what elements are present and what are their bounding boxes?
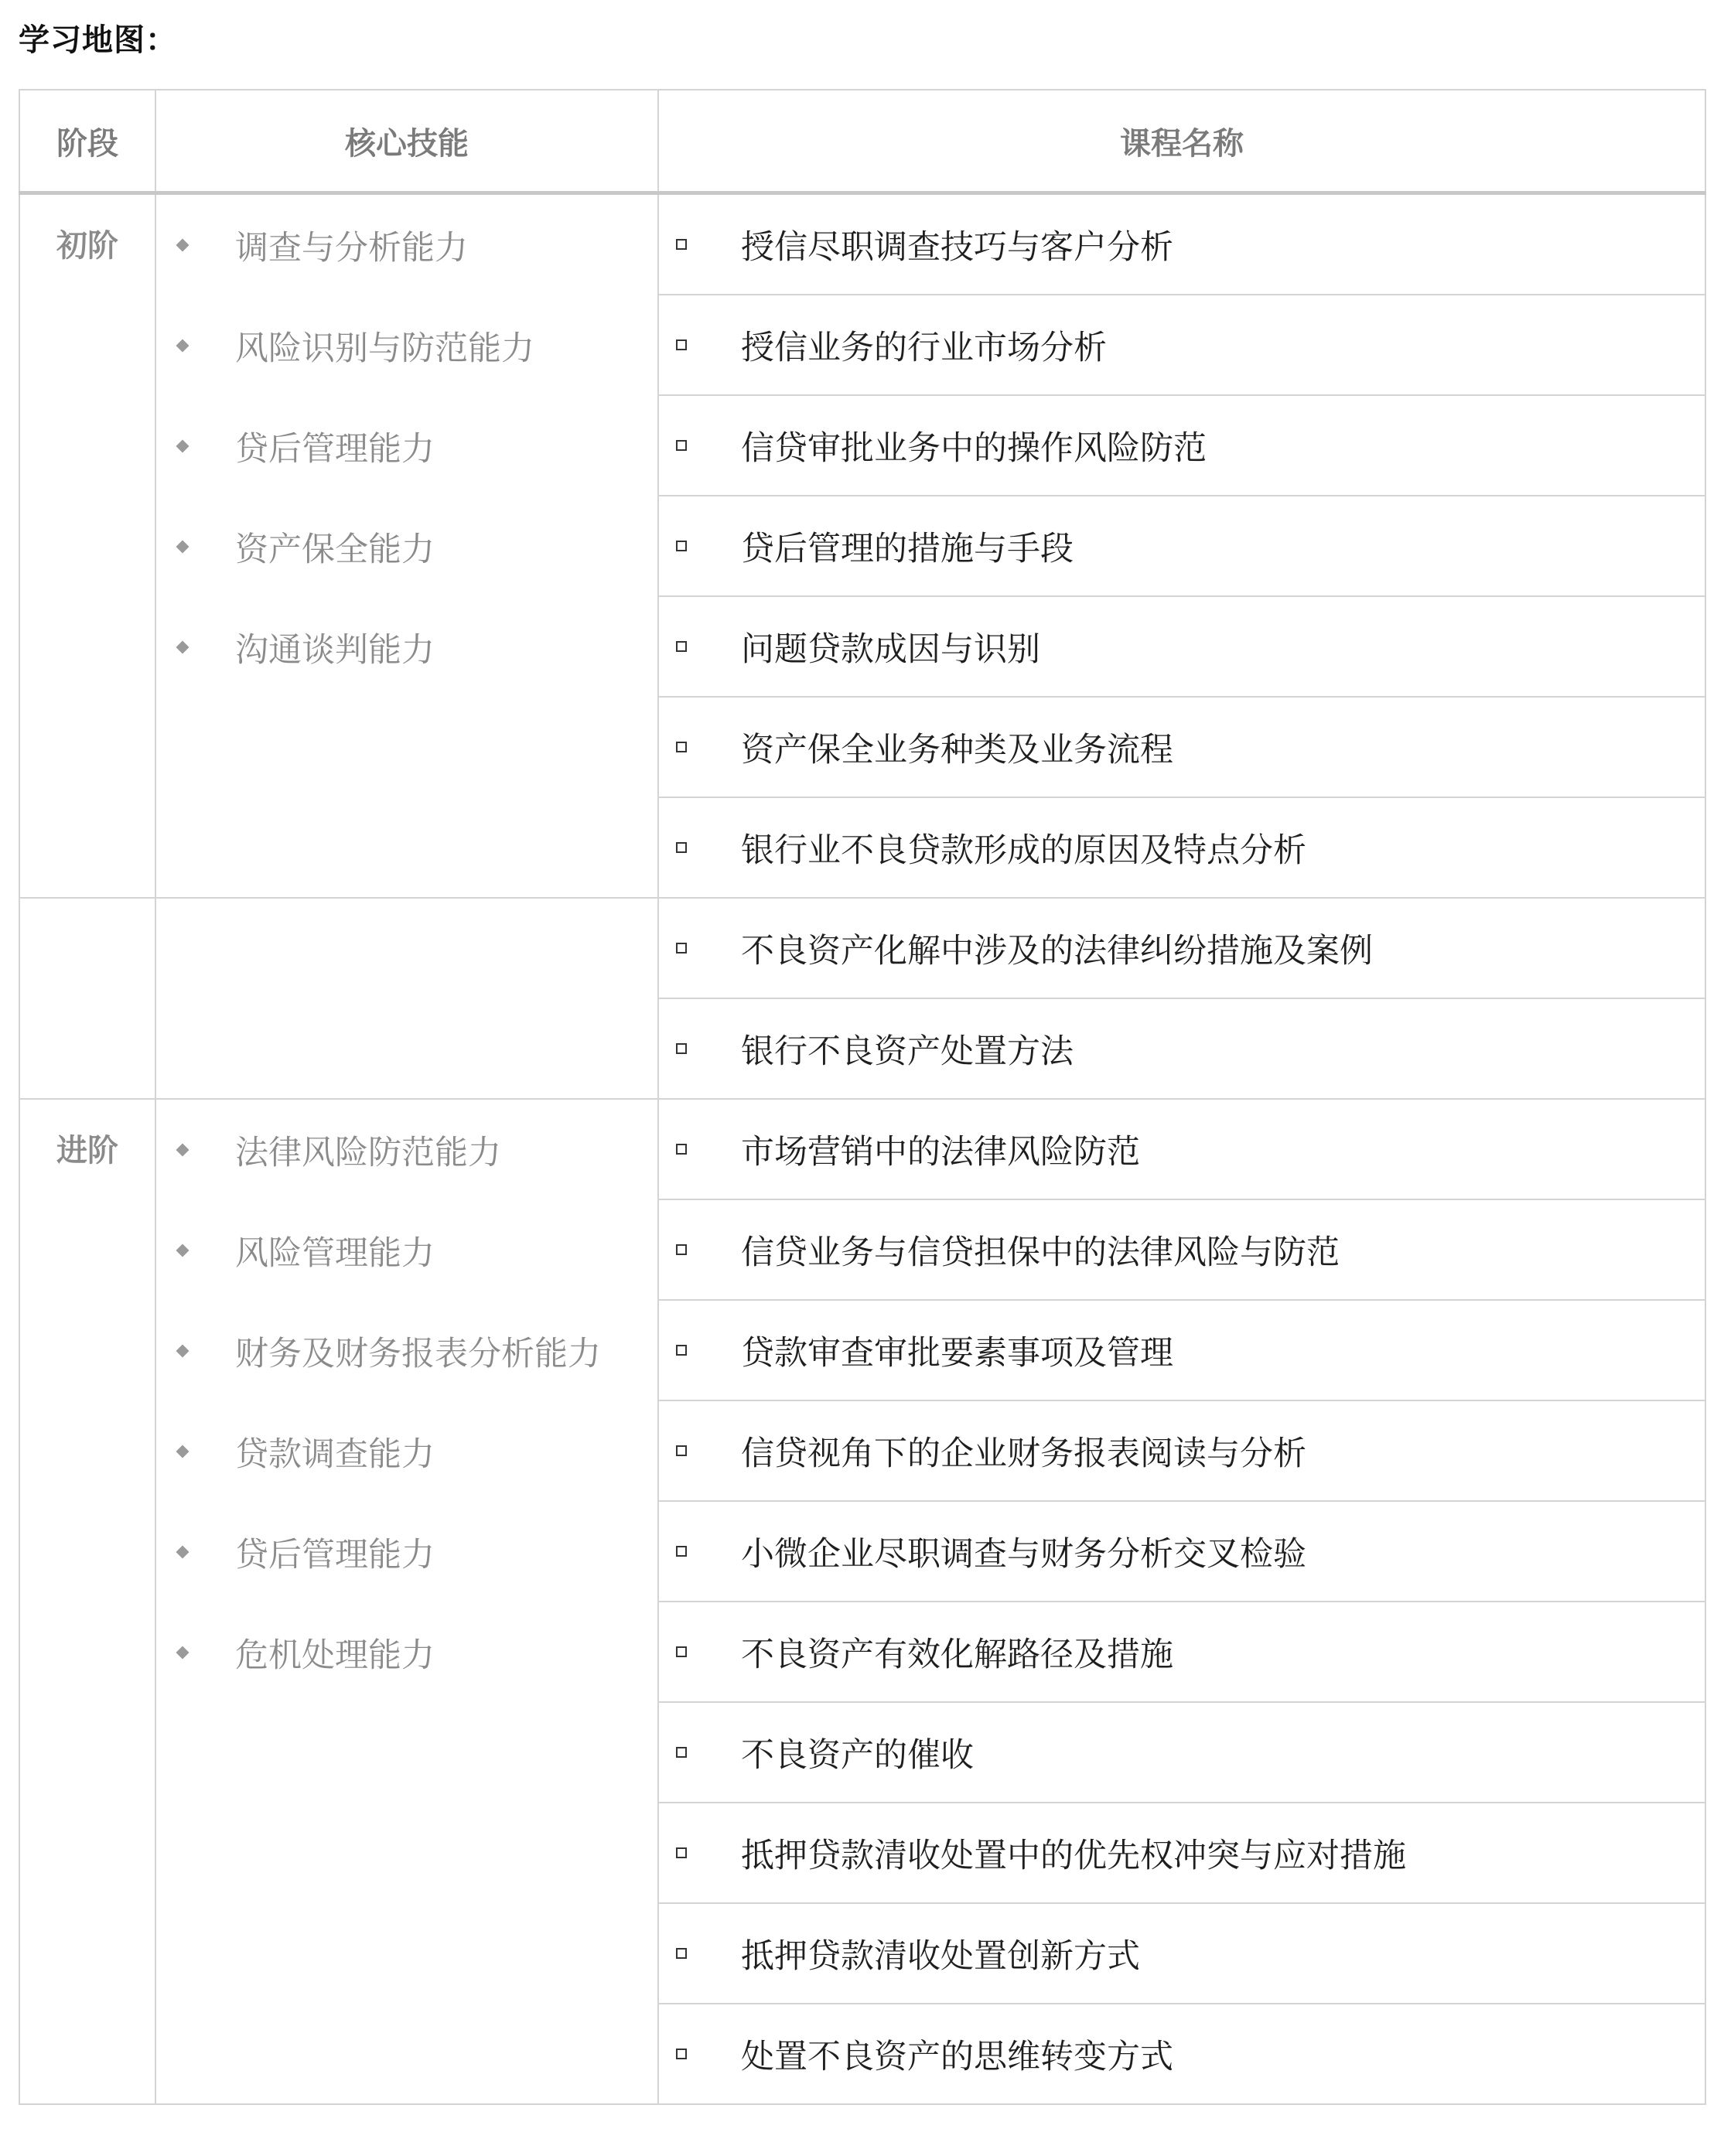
diamond-bullet-icon	[176, 641, 189, 654]
skill-item	[156, 1502, 657, 1602]
course-item	[659, 824, 1705, 872]
course-label: 授信业务的行业市场分析	[741, 328, 1107, 367]
course-cell	[658, 797, 1705, 898]
table-header-row	[19, 90, 1705, 193]
course-label: 问题贷款成因与识别	[741, 629, 1040, 669]
diamond-bullet-icon	[176, 339, 189, 353]
skill-item	[156, 1301, 657, 1401]
skill-item	[156, 496, 657, 597]
square-bullet-icon	[676, 1043, 687, 1054]
skills-cell	[155, 193, 658, 899]
course-label: 信贷审批业务中的操作风险防范	[741, 428, 1207, 468]
header-courses: 课程名称	[658, 90, 1705, 193]
course-item	[659, 523, 1705, 570]
course-item	[659, 724, 1705, 771]
course-cell	[658, 2004, 1705, 2104]
diamond-bullet-icon	[176, 1445, 189, 1458]
course-item	[659, 1025, 1705, 1073]
skill-item	[156, 597, 657, 698]
course-label: 市场营销中的法律风险防范	[741, 1132, 1140, 1172]
skill-label: 风险管理能力	[235, 1233, 435, 1273]
course-cell	[658, 395, 1705, 496]
course-cell	[658, 1702, 1705, 1803]
course-item	[659, 422, 1705, 469]
course-label: 银行不良资产处置方法	[741, 1032, 1074, 1071]
square-bullet-icon	[676, 1646, 687, 1657]
diamond-bullet-icon	[176, 1345, 189, 1358]
skill-item	[156, 1200, 657, 1301]
course-item	[659, 1830, 1705, 1877]
square-bullet-icon	[676, 1244, 687, 1255]
square-bullet-icon	[676, 541, 687, 551]
course-item	[659, 1428, 1705, 1475]
skill-label: 贷后管理能力	[235, 1535, 435, 1574]
learning-map-table	[19, 89, 1706, 2105]
header-stage: 阶段	[19, 90, 155, 193]
skills-cell	[155, 1099, 658, 2104]
course-cell	[658, 1602, 1705, 1702]
square-bullet-icon	[676, 1546, 687, 1557]
stage-cell	[19, 898, 155, 1099]
course-cell	[658, 998, 1705, 1099]
skill-label: 沟通谈判能力	[235, 630, 435, 670]
square-bullet-icon	[676, 239, 687, 250]
course-item	[659, 2031, 1705, 2078]
course-item	[659, 1528, 1705, 1575]
course-cell	[658, 1501, 1705, 1602]
course-item	[659, 1226, 1705, 1274]
skill-item	[156, 195, 657, 295]
diamond-bullet-icon	[176, 541, 189, 554]
square-bullet-icon	[676, 1445, 687, 1456]
skill-label: 贷后管理能力	[235, 429, 435, 469]
course-label: 抵押贷款清收处置创新方式	[741, 1936, 1140, 1976]
skills-list	[156, 1100, 657, 1703]
skills-cell	[155, 898, 658, 1099]
course-cell	[658, 1400, 1705, 1501]
table-body	[19, 193, 1705, 2105]
diamond-bullet-icon	[176, 239, 189, 252]
square-bullet-icon	[676, 943, 687, 953]
course-label: 信贷业务与信贷担保中的法律风险与防范	[741, 1233, 1340, 1272]
course-label: 不良资产化解中涉及的法律纠纷措施及案例	[741, 931, 1373, 971]
square-bullet-icon	[676, 339, 687, 350]
table-row	[19, 193, 1705, 295]
course-item	[659, 925, 1705, 972]
square-bullet-icon	[676, 842, 687, 853]
skill-item	[156, 295, 657, 396]
course-label: 银行业不良贷款形成的原因及特点分析	[741, 831, 1306, 870]
square-bullet-icon	[676, 1747, 687, 1758]
course-cell	[658, 1199, 1705, 1300]
course-label: 小微企业尽职调查与财务分析交叉检验	[741, 1534, 1306, 1574]
skill-item	[156, 396, 657, 496]
skills-list	[156, 195, 657, 698]
stage-label	[20, 899, 155, 1001]
square-bullet-icon	[676, 1948, 687, 1959]
stage-cell	[19, 1099, 155, 2104]
table-row	[19, 1099, 1705, 1199]
page-heading: 学习地图：	[19, 22, 177, 58]
course-label: 不良资产有效化解路径及措施	[741, 1635, 1173, 1674]
course-cell	[658, 295, 1705, 395]
skill-label: 调查与分析能力	[235, 228, 468, 268]
square-bullet-icon	[676, 742, 687, 752]
stage-label: 初阶	[56, 228, 118, 264]
course-cell	[658, 898, 1705, 998]
square-bullet-icon	[676, 1847, 687, 1858]
course-cell	[658, 596, 1705, 697]
skill-label: 财务及财务报表分析能力	[235, 1334, 601, 1373]
skill-label: 危机处理能力	[235, 1636, 435, 1675]
course-cell	[658, 1903, 1705, 2004]
course-item	[659, 322, 1705, 369]
skill-label: 风险识别与防范能力	[235, 329, 534, 368]
course-label: 不良资产的催收	[741, 1735, 974, 1775]
course-item	[659, 1729, 1705, 1776]
diamond-bullet-icon	[176, 440, 189, 453]
skill-label: 资产保全能力	[235, 530, 435, 569]
diamond-bullet-icon	[176, 1144, 189, 1157]
square-bullet-icon	[676, 440, 687, 451]
course-label: 贷款审查审批要素事项及管理	[741, 1333, 1173, 1373]
course-item	[659, 1930, 1705, 1977]
course-cell	[658, 496, 1705, 596]
diamond-bullet-icon	[176, 1244, 189, 1257]
course-cell	[658, 1803, 1705, 1903]
skill-item	[156, 1602, 657, 1703]
square-bullet-icon	[676, 1345, 687, 1356]
diamond-bullet-icon	[176, 1646, 189, 1660]
course-label: 资产保全业务种类及业务流程	[741, 730, 1173, 769]
diamond-bullet-icon	[176, 1546, 189, 1559]
course-label: 贷后管理的措施与手段	[741, 529, 1074, 568]
course-item	[659, 221, 1705, 268]
table-row	[19, 898, 1705, 998]
stage-label: 进阶	[56, 1133, 118, 1168]
course-label: 抵押贷款清收处置中的优先权冲突与应对措施	[741, 1836, 1406, 1875]
course-item	[659, 623, 1705, 670]
course-label: 处置不良资产的思维转变方式	[741, 2037, 1173, 2076]
square-bullet-icon	[676, 1144, 687, 1155]
course-cell	[658, 193, 1705, 295]
square-bullet-icon	[676, 641, 687, 652]
course-cell	[658, 697, 1705, 797]
course-cell	[658, 1300, 1705, 1400]
skill-item	[156, 1100, 657, 1200]
skill-item	[156, 1401, 657, 1502]
square-bullet-icon	[676, 2049, 687, 2059]
course-label: 授信尽职调查技巧与客户分析	[741, 227, 1173, 267]
course-item	[659, 1629, 1705, 1676]
skill-label: 法律风险防范能力	[235, 1133, 501, 1172]
header-skills: 核心技能	[155, 90, 658, 193]
skill-label: 贷款调查能力	[235, 1434, 435, 1474]
course-item	[659, 1327, 1705, 1374]
course-cell	[658, 1099, 1705, 1199]
course-item	[659, 1126, 1705, 1173]
stage-cell	[19, 193, 155, 899]
course-label: 信贷视角下的企业财务报表阅读与分析	[741, 1434, 1306, 1473]
